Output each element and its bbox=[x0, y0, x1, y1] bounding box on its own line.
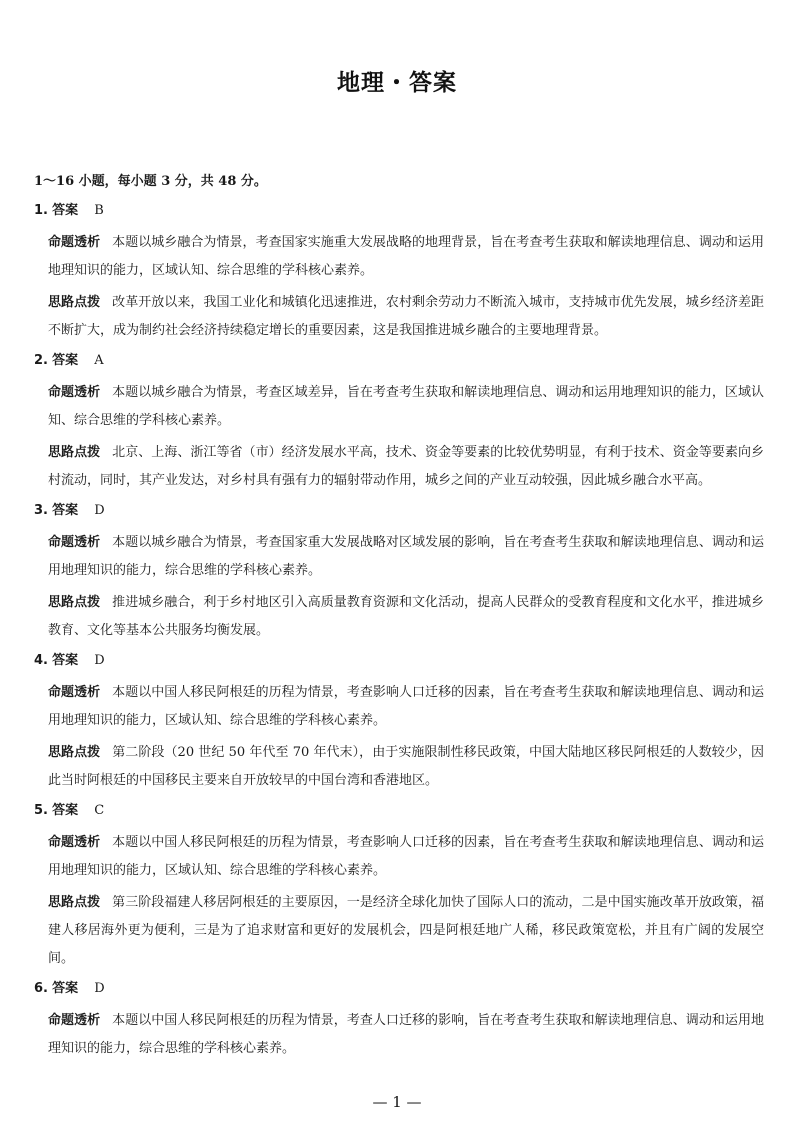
hint-paragraph bbox=[48, 889, 764, 973]
answer-line bbox=[34, 499, 764, 523]
answer-item bbox=[34, 349, 764, 495]
answer-label: 答案 bbox=[52, 803, 79, 818]
analysis-text: 本题以城乡融合为情景，考查国家实施重大发展战略的地理背景，旨在考查考生获取和解读地理信息、调动和运用地理知识的能力，区域认知、综合思维的学科核心素养。 bbox=[48, 235, 764, 278]
analysis-paragraph bbox=[48, 229, 764, 285]
analysis-heading: 命题透析 bbox=[48, 235, 101, 250]
hint-heading: 思路点拨 bbox=[48, 745, 101, 760]
page-number: — 1 — bbox=[372, 1093, 422, 1111]
answer-letter: D bbox=[94, 503, 105, 518]
answer-letter: D bbox=[94, 653, 105, 668]
answer-label: 答案 bbox=[52, 503, 79, 518]
analysis-text: 本题以中国人移民阿根廷的历程为情景，考查影响人口迁移的因素，旨在考查考生获取和解读地理信息、调动和运用地理知识的能力，区域认知、综合思维的学科核心素养。 bbox=[48, 685, 764, 728]
analysis-heading: 命题透析 bbox=[48, 535, 101, 550]
question-number: 6. bbox=[34, 981, 48, 996]
question-number: 2. bbox=[34, 353, 48, 368]
answer-line bbox=[34, 799, 764, 823]
hint-text: 第三阶段福建人移居阿根廷的主要原因，一是经济全球化加快了国际人口的流动，二是中国实施改革开放政策，福建人移居海外更为便利，三是为了追求财富和更好的发展机会，四是阿根廷地广人稀，移民政策宽松，并且有广阔的发展空间。 bbox=[48, 895, 764, 966]
answer-item bbox=[34, 499, 764, 645]
hint-text: 第二阶段（20 世纪 50 年代至 70 年代末），由于实施限制性移民政策，中国大陆地区移民阿根廷的人数较少，因此当时阿根廷的中国移民主要来自开放较早的中国台湾和香港地区。 bbox=[48, 745, 764, 788]
analysis-heading: 命题透析 bbox=[48, 385, 101, 400]
answer-item bbox=[34, 799, 764, 973]
analysis-text: 本题以城乡融合为情景，考查国家重大发展战略对区域发展的影响，旨在考查考生获取和解读地理信息、调动和运用地理知识的能力，综合思维的学科核心素养。 bbox=[48, 535, 764, 578]
answer-letter: A bbox=[94, 353, 104, 368]
answer-label: 答案 bbox=[52, 653, 79, 668]
intro-line: 1～16 小题，每小题 3 分，共 48 分。 bbox=[34, 174, 267, 189]
answer-item bbox=[34, 199, 764, 345]
analysis-paragraph bbox=[48, 679, 764, 735]
answer-item bbox=[34, 649, 764, 795]
hint-text: 北京、上海、浙江等省（市）经济发展水平高，技术、资金等要素的比较优势明显，有利于技术、资金等要素向乡村流动，同时，其产业发达，对乡村具有强有力的辐射带动作用，城乡之间的产业互动较强，因此城乡融合水平高。 bbox=[48, 445, 764, 488]
answer-content bbox=[34, 170, 764, 1067]
answer-letter: C bbox=[94, 803, 105, 818]
analysis-paragraph bbox=[48, 379, 764, 435]
answer-item bbox=[34, 977, 764, 1063]
hint-heading: 思路点拨 bbox=[48, 595, 101, 610]
answer-letter: D bbox=[94, 981, 105, 996]
answer-line bbox=[34, 649, 764, 673]
question-number: 5. bbox=[34, 803, 48, 818]
analysis-text: 本题以中国人移民阿根廷的历程为情景，考查人口迁移的影响，旨在考查考生获取和解读地理信息、调动和运用地理知识的能力，综合思维的学科核心素养。 bbox=[48, 1013, 764, 1056]
analysis-paragraph bbox=[48, 529, 764, 585]
question-number: 1. bbox=[34, 203, 48, 218]
hint-paragraph bbox=[48, 589, 764, 645]
hint-paragraph bbox=[48, 439, 764, 495]
analysis-heading: 命题透析 bbox=[48, 835, 101, 850]
hint-text: 改革开放以来，我国工业化和城镇化迅速推进，农村剩余劳动力不断流入城市，支持城市优先发展，城乡经济差距不断扩大，成为制约社会经济持续稳定增长的重要因素，这是我国推进城乡融合的主要地理背景。 bbox=[48, 295, 764, 338]
page-title: 地理・答案 bbox=[337, 70, 457, 96]
hint-paragraph bbox=[48, 739, 764, 795]
analysis-text: 本题以中国人移民阿根廷的历程为情景，考查影响人口迁移的因素，旨在考查考生获取和解读地理信息、调动和运用地理知识的能力，区域认知、综合思维的学科核心素养。 bbox=[48, 835, 764, 878]
question-number: 4. bbox=[34, 653, 48, 668]
hint-heading: 思路点拨 bbox=[48, 895, 101, 910]
answer-line bbox=[34, 199, 764, 223]
analysis-text: 本题以城乡融合为情景，考查区域差异，旨在考查考生获取和解读地理信息、调动和运用地理知识的能力，区域认知、综合思维的学科核心素养。 bbox=[48, 385, 764, 428]
hint-paragraph bbox=[48, 289, 764, 345]
answer-letter: B bbox=[94, 203, 104, 218]
hint-heading: 思路点拨 bbox=[48, 295, 101, 310]
answer-label: 答案 bbox=[52, 353, 79, 368]
answer-line bbox=[34, 977, 764, 1001]
hint-text: 推进城乡融合，利于乡村地区引入高质量教育资源和文化活动，提高人民群众的受教育程度和文化水平，推进城乡教育、文化等基本公共服务均衡发展。 bbox=[48, 595, 764, 638]
analysis-heading: 命题透析 bbox=[48, 685, 101, 700]
analysis-heading: 命题透析 bbox=[48, 1013, 101, 1028]
answer-label: 答案 bbox=[52, 203, 79, 218]
analysis-paragraph bbox=[48, 829, 764, 885]
answer-label: 答案 bbox=[52, 981, 79, 996]
question-number: 3. bbox=[34, 503, 48, 518]
analysis-paragraph bbox=[48, 1007, 764, 1063]
answer-line bbox=[34, 349, 764, 373]
hint-heading: 思路点拨 bbox=[48, 445, 101, 460]
